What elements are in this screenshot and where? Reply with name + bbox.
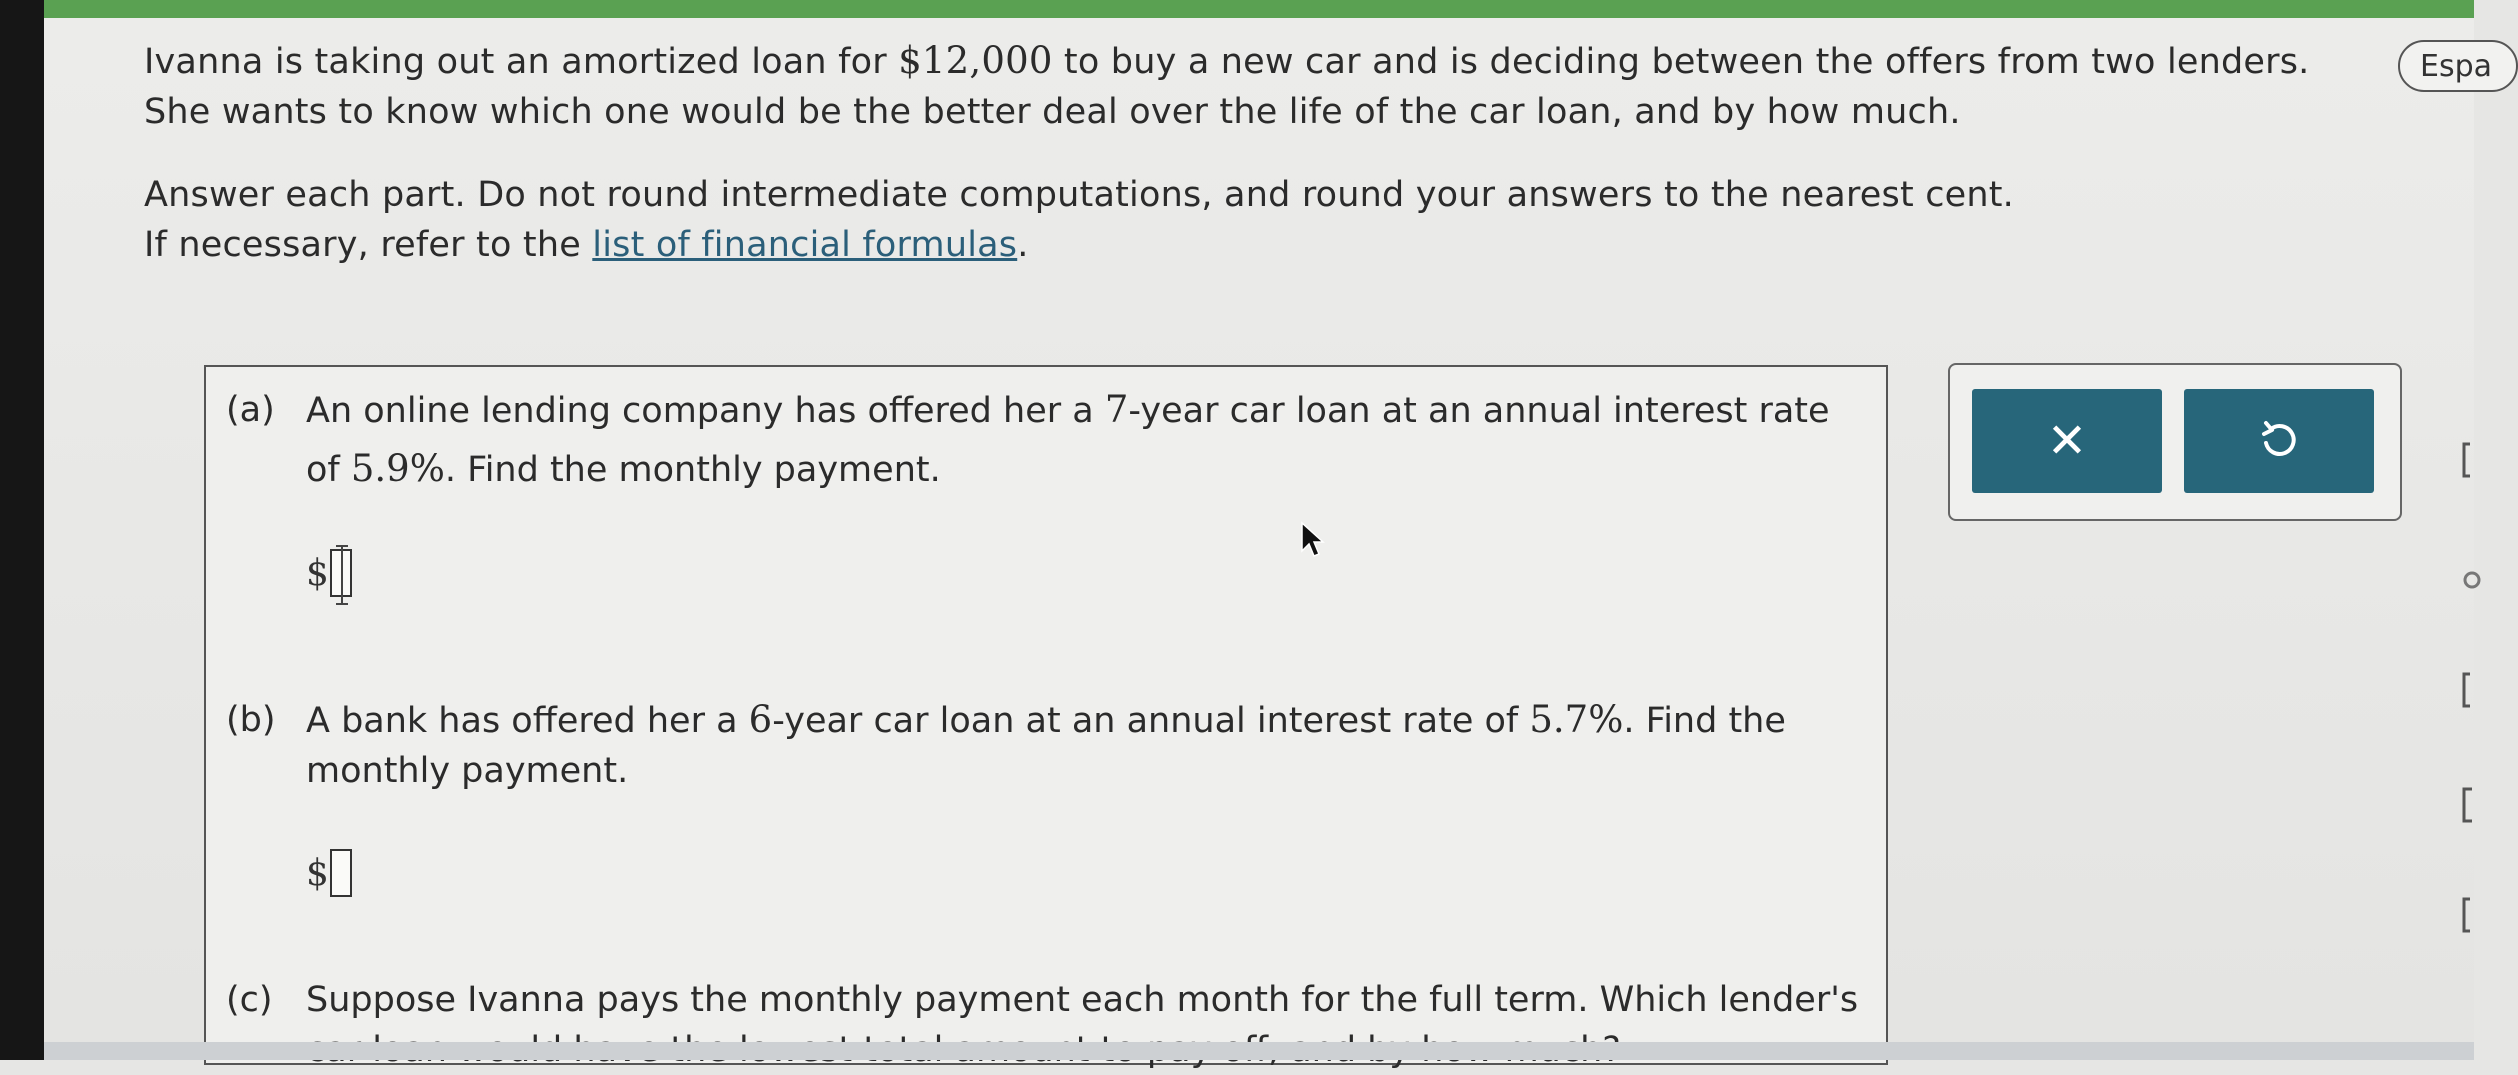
close-icon: ✕ bbox=[2046, 413, 2088, 469]
part-b-label: (b) bbox=[226, 700, 276, 740]
intro-text: Ivanna is taking out an amortized loan for bbox=[144, 42, 899, 82]
clear-button[interactable] bbox=[1972, 389, 2162, 493]
answer-toolbar bbox=[1948, 363, 2402, 521]
part-b-rate: 5.7% bbox=[1529, 698, 1624, 741]
part-a-rate: 5.9% bbox=[350, 447, 445, 490]
part-b-answer-input[interactable] bbox=[330, 849, 352, 897]
part-a-text-segment: of bbox=[306, 450, 351, 490]
screen-bezel bbox=[0, 0, 44, 1060]
bottom-strip bbox=[44, 1042, 2474, 1060]
side-tool-edge bbox=[2450, 895, 2474, 935]
intro-line-2: She wants to know which one would be the better deal over the life of the car loan, and by how much. bbox=[144, 92, 1961, 132]
text-cursor-icon bbox=[341, 545, 343, 605]
part-a-label: (a) bbox=[226, 390, 275, 430]
side-tool-edge bbox=[2450, 785, 2474, 825]
instructions-line-1: Answer each part. Do not round intermediate computations, and round your answers to the nearest cent. bbox=[144, 175, 2015, 215]
part-b-text-segment: monthly payment. bbox=[306, 751, 629, 791]
part-a-text bbox=[306, 385, 1866, 495]
instructions bbox=[144, 170, 2014, 270]
side-tool-edge bbox=[2450, 560, 2474, 600]
part-b-text-segment: A bank has offered her a bbox=[306, 701, 749, 741]
top-progress-bar bbox=[44, 0, 2474, 18]
part-b-text bbox=[306, 695, 1866, 796]
loan-amount: $12,000 bbox=[898, 39, 1053, 82]
instructions-line-2 bbox=[144, 220, 2014, 270]
part-a-years: 7 bbox=[1104, 388, 1129, 431]
mouse-pointer-icon bbox=[1300, 521, 1326, 561]
currency-symbol: $ bbox=[306, 853, 329, 894]
intro-text: to buy a new car and is deciding between the offers from two lenders. bbox=[1052, 42, 2310, 82]
part-b-text-segment: -year car loan at an annual interest rate of bbox=[772, 701, 1530, 741]
part-b-years: 6 bbox=[748, 698, 773, 741]
side-tool-edge bbox=[2450, 440, 2474, 480]
side-tool-edge bbox=[2450, 670, 2474, 710]
part-a-answer-input[interactable] bbox=[330, 549, 352, 597]
instructions-text: If necessary, refer to the bbox=[144, 225, 593, 265]
question-box bbox=[204, 365, 1888, 1065]
instructions-text: . bbox=[1017, 225, 1029, 265]
part-c-label: (c) bbox=[226, 980, 273, 1020]
problem-intro bbox=[144, 36, 2310, 137]
part-a-text-segment: . Find the monthly payment. bbox=[444, 450, 941, 490]
part-b-text-segment: . Find the bbox=[1623, 701, 1786, 741]
undo-icon bbox=[2257, 419, 2301, 463]
financial-formulas-link[interactable]: list of financial formulas bbox=[592, 225, 1018, 265]
currency-symbol: $ bbox=[306, 553, 329, 594]
part-c-line-1: Suppose Ivanna pays the monthly payment each month for the full term. Which lender's bbox=[306, 980, 1859, 1020]
part-c-text bbox=[306, 975, 1866, 1075]
part-a-text-segment: -year car loan at an annual interest rate bbox=[1128, 391, 1830, 431]
language-toggle-button[interactable]: Espa bbox=[2398, 40, 2518, 92]
part-a-text-segment: An online lending company has offered her a bbox=[306, 391, 1105, 431]
intro-line-1 bbox=[144, 36, 2310, 87]
undo-button[interactable] bbox=[2184, 389, 2374, 493]
